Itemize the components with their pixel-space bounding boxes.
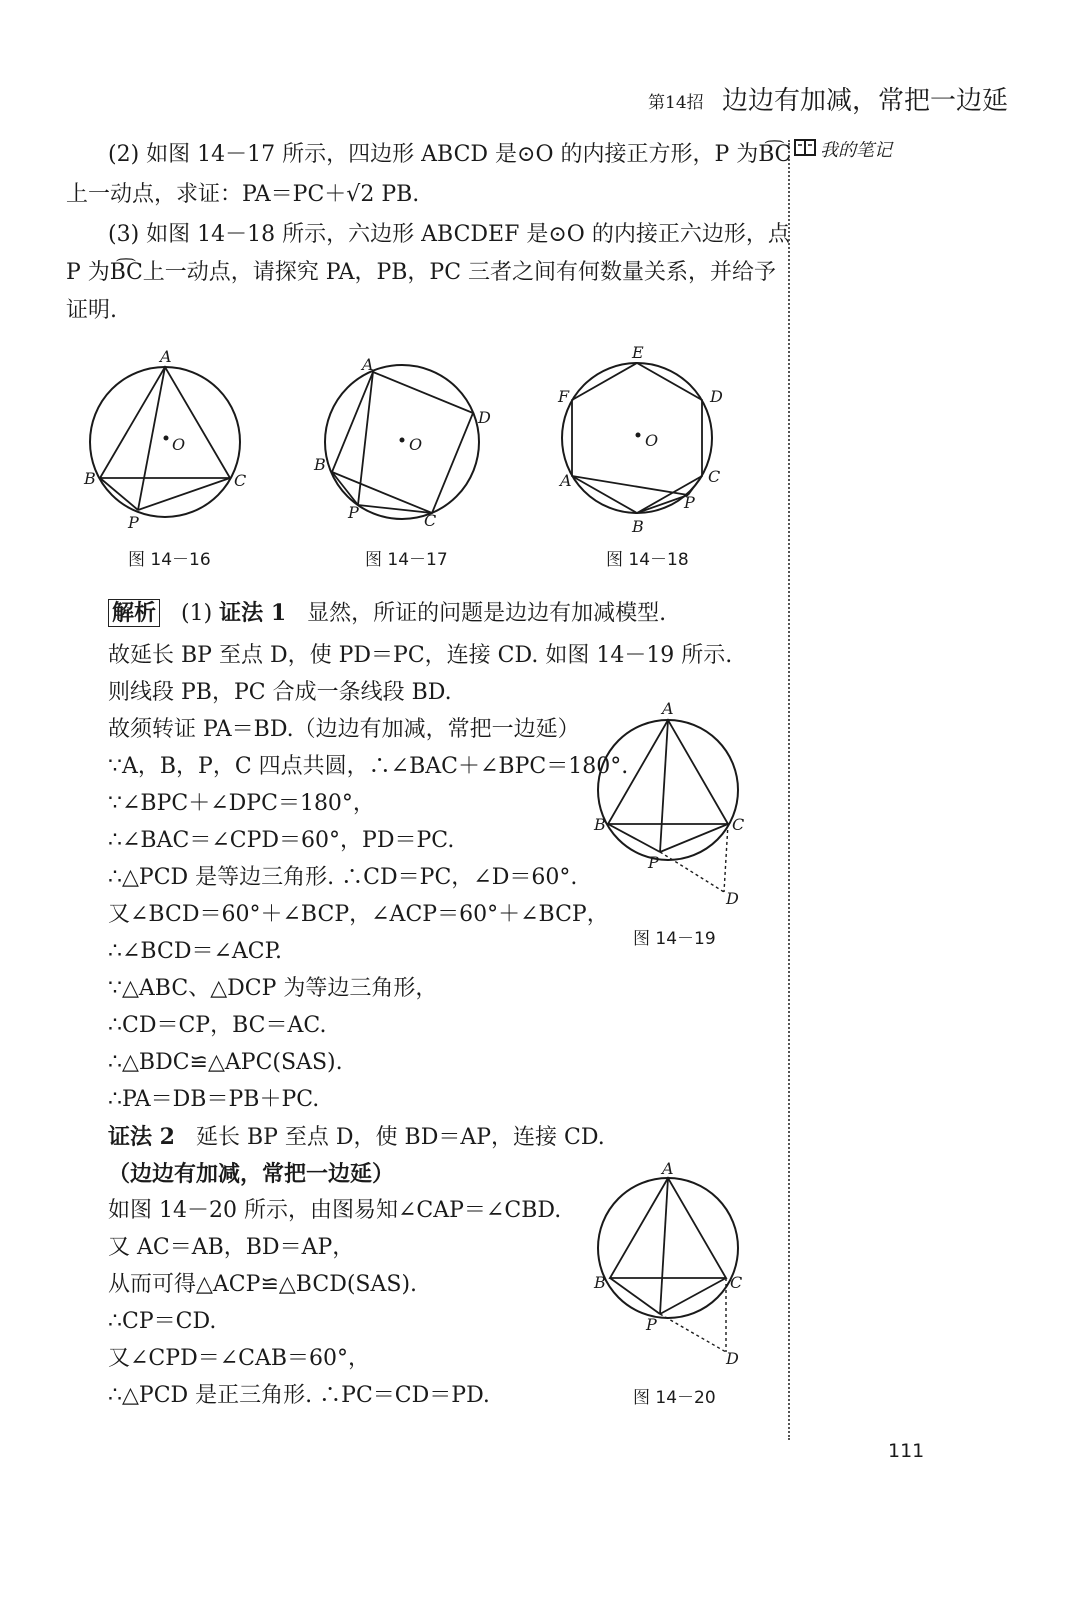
- label-a: A: [362, 355, 374, 374]
- label-a: A: [560, 471, 572, 490]
- label-c: C: [730, 1273, 743, 1292]
- label-p: P: [128, 513, 139, 532]
- label-a: A: [662, 700, 674, 718]
- problem-3-line-2: P 为B͡C上一动点，请探究 PA，PB，PC 三者之间有何数量关系，并给予: [66, 260, 777, 285]
- label-c: C: [234, 471, 247, 490]
- label-o: O: [172, 435, 186, 454]
- method-2-line-3: 从而可得△ACP≌△BCD(SAS).: [108, 1272, 418, 1297]
- chapter-number: 第14招: [648, 93, 704, 113]
- figure-14-19-caption: 图 14－19: [633, 929, 716, 949]
- label-b: B: [594, 815, 606, 834]
- figure-14-20-caption: 图 14－20: [633, 1388, 716, 1408]
- figure-14-20: [588, 1160, 758, 1375]
- notes-divider: [788, 140, 790, 1440]
- figure-14-18: [550, 340, 740, 540]
- label-a: A: [662, 1160, 674, 1178]
- label-b: B: [594, 1273, 606, 1292]
- solution-intro: [108, 598, 666, 629]
- chapter-title: 边边有加减，常把一边延: [722, 86, 1009, 116]
- label-c: C: [708, 467, 721, 486]
- label-d: D: [478, 408, 491, 427]
- figure-14-17-caption: 图 14－17: [365, 550, 448, 570]
- label-d: D: [726, 1349, 739, 1368]
- label-b: B: [84, 469, 96, 488]
- method-2-line-6: ∴△PCD 是正三角形. ∴PC＝CD＝PD.: [108, 1383, 490, 1408]
- label-p: P: [648, 853, 659, 872]
- solution-line-6: ∴∠BAC＝∠CPD＝60°，PD＝PC.: [108, 828, 455, 853]
- method-2-line: [108, 1122, 605, 1153]
- solution-line-1: 故延长 BP 至点 D，使 PD＝PC，连接 CD. 如图 14－19 所示.: [108, 643, 733, 668]
- label-b: B: [314, 455, 326, 474]
- solution-line-10: ∵△ABC、△DCP 为等边三角形，: [108, 976, 438, 1001]
- solution-line-4: ∵A，B，P，C 四点共圆，∴∠BAC＋∠BPC＝180°.: [108, 754, 629, 779]
- problem-3-line-1: (3) 如图 14－18 所示，六边形 ABCDEF 是⊙O 的内接正六边形，点: [108, 222, 790, 247]
- problem-2-line-1: (2) 如图 14－17 所示，四边形 ABCD 是⊙O 的内接正方形，P 为B͡C: [108, 142, 792, 167]
- method-2-note: （边边有加减，常把一边延）: [108, 1161, 395, 1187]
- method-2-line-4: ∴CP＝CD.: [108, 1309, 217, 1334]
- label-e: E: [632, 343, 644, 362]
- solution-line-2: 则线段 PB，PC 合成一条线段 BD.: [108, 680, 452, 705]
- solution-line-8: 又∠BCD＝60°＋∠BCP，∠ACP＝60°＋∠BCP，: [108, 902, 609, 927]
- label-p: P: [684, 493, 695, 512]
- method-1-label: 证法 1: [219, 600, 287, 626]
- method-2-line-2: 又 AC＝AB，BD＝AP，: [108, 1235, 355, 1260]
- page-number: 111: [888, 1440, 925, 1462]
- problem-2-line-2: 上一动点，求证：PA＝PC＋√2 PB.: [66, 182, 420, 207]
- figure-14-17: [310, 350, 500, 540]
- label-d: D: [710, 387, 723, 406]
- method-2-text: 延长 BP 至点 D，使 BD＝AP，连接 CD.: [195, 1125, 605, 1150]
- my-notes-label: 我的笔记: [820, 140, 892, 161]
- figure-14-19: [588, 700, 758, 915]
- label-d: D: [726, 889, 739, 908]
- label-p: P: [646, 1315, 657, 1334]
- method-2-line-1: 如图 14－20 所示，由图易知∠CAP＝∠CBD.: [108, 1198, 562, 1223]
- label-c: C: [732, 815, 745, 834]
- label-p: P: [348, 503, 359, 522]
- label-b: B: [632, 517, 644, 536]
- figure-14-16-caption: 图 14－16: [128, 550, 211, 570]
- solution-line-12: ∴△BDC≌△APC(SAS).: [108, 1050, 343, 1075]
- problem-3-line-3: 证明.: [66, 298, 117, 323]
- solution-line-7: ∴△PCD 是等边三角形. ∴CD＝PC，∠D＝60°.: [108, 865, 578, 890]
- figure-14-16: [78, 340, 258, 540]
- method-2-line-5: 又∠CPD＝∠CAB＝60°，: [108, 1346, 371, 1371]
- solution-intro-text: 显然，所证的问题是边边有加减模型.: [307, 601, 667, 626]
- figure-14-18-caption: 图 14－18: [606, 550, 689, 570]
- label-o: O: [645, 431, 659, 450]
- solution-line-11: ∴CD＝CP，BC＝AC.: [108, 1013, 327, 1038]
- notebook-icon: [794, 138, 816, 158]
- solution-line-3: 故须转证 PA＝BD.（边边有加减，常把一边延）: [108, 717, 580, 742]
- solution-line-13: ∴PA＝DB＝PB＋PC.: [108, 1087, 320, 1112]
- method-2-label: 证法 2: [108, 1124, 175, 1150]
- label-f: F: [558, 387, 570, 406]
- label-c: C: [424, 511, 437, 530]
- solution-part: (1): [181, 601, 213, 626]
- solution-line-9: ∴∠BCD＝∠ACP.: [108, 939, 282, 964]
- solution-line-5: ∵∠BPC＋∠DPC＝180°，: [108, 791, 375, 816]
- solution-label: 解析: [108, 599, 160, 627]
- label-a: A: [160, 347, 172, 366]
- label-o: O: [409, 435, 423, 454]
